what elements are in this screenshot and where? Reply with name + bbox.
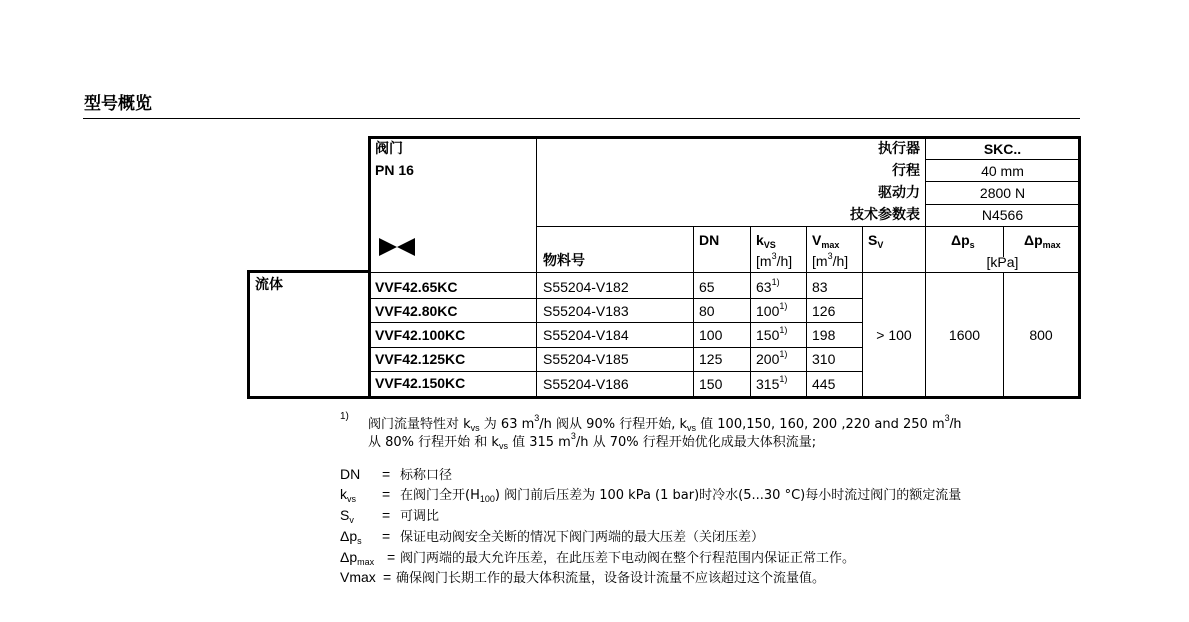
row-part: S55204-V183 — [543, 303, 629, 319]
legend-symbol-dps: $\Delta p_s$ — [340, 528, 362, 546]
force-value: 2800 N — [979, 185, 1026, 201]
row-type: VVF42.125KC — [375, 351, 466, 367]
legend-equals: = — [383, 569, 392, 585]
sv-value: > 100 — [876, 327, 912, 343]
datasheet-value: N4566 — [981, 207, 1024, 223]
legend-equals: = — [382, 486, 391, 502]
sv-header: $S_V$ — [868, 232, 884, 250]
actuator-label: 执行器 — [878, 141, 920, 157]
row-kvs: 100$^{1)}$ — [756, 301, 788, 319]
legend-desc-dn: 标称口径 — [400, 468, 453, 483]
legend-equals: = — [382, 528, 391, 544]
row-vmax: 83 — [812, 279, 828, 295]
legend-equals: = — [387, 549, 396, 565]
dn-header: DN — [699, 232, 720, 248]
row-vmax: 198 — [812, 327, 836, 343]
kvs-header: $k_{VS}$ — [756, 232, 776, 250]
row-dn: 65 — [699, 279, 715, 295]
title-rule — [83, 118, 1080, 119]
legend-equals: = — [382, 466, 391, 482]
legend-symbol-kvs: $k_{vs}$ — [340, 486, 356, 504]
row-vmax: 126 — [812, 303, 836, 319]
legend-symbol-sv: $S_v$ — [340, 507, 354, 525]
table-border-right — [1078, 136, 1081, 399]
row-dn: 100 — [699, 327, 723, 343]
page-title: 型号概览 — [84, 94, 152, 114]
row-dn: 80 — [699, 303, 715, 319]
row-kvs: 63$^{1)}$ — [756, 277, 780, 295]
table-border-valve-left — [368, 136, 371, 399]
legend-desc-vmax: 确保阀门长期工作的最大体积流量，设备设计流量不应该超过这个流量值。 — [396, 571, 826, 586]
valve-label: 阀门 — [375, 141, 403, 157]
dpmax-value: 800 — [1029, 327, 1053, 343]
row-part: S55204-V184 — [543, 327, 629, 343]
datasheet-label: 技术参数表 — [850, 207, 920, 223]
row-part: S55204-V182 — [543, 279, 629, 295]
pressure-label: PN 16 — [375, 162, 414, 178]
dps-value: 1600 — [948, 327, 981, 343]
row-dn: 150 — [699, 376, 723, 392]
table-border-bottom — [247, 396, 1081, 399]
legend-equals: = — [382, 507, 391, 523]
legend-symbol-dpmax: $\Delta p_{max}$ — [340, 549, 375, 567]
medium-label: 流体 — [255, 277, 283, 293]
row-type: VVF42.150KC — [375, 375, 466, 391]
row-vmax: 310 — [812, 351, 836, 367]
footnote-line-2: 从 80% 行程开始 和 $k_{vs}$ 值 315 $m^3/h$ 从 70% 行程开始优化成最大体积流量; — [368, 431, 817, 451]
stroke-value: 40 mm — [981, 163, 1024, 179]
footnote-marker: 1) — [340, 411, 349, 422]
table-border-left — [247, 270, 250, 399]
legend-desc-sv: 可调比 — [400, 509, 440, 524]
dps-header: $\Delta p_s$ — [951, 232, 975, 250]
footnote-line-1: 阀门流量特性对 $k_{vs}$ 为 63 $m^3/h$ 阀从 90% 行程开始, $k_{vs}$ 值 100,150, 160, 200 ,220 and 250 $m^3/h$ — [368, 413, 962, 433]
row-part: S55204-V186 — [543, 376, 629, 392]
row-kvs: 315$^{1)}$ — [756, 374, 788, 392]
legend-symbol-vmax: Vmax — [340, 569, 376, 585]
part-no-label: 物料号 — [543, 253, 585, 269]
row-dn: 125 — [699, 351, 723, 367]
legend-symbol-dn: DN — [340, 466, 361, 482]
dpmax-header: $\Delta p_{max}$ — [1024, 232, 1061, 250]
force-label: 驱动力 — [878, 185, 920, 201]
row-type: VVF42.100KC — [375, 327, 466, 343]
actuator-value: SKC.. — [983, 141, 1022, 157]
row-kvs: 200$^{1)}$ — [756, 349, 788, 367]
vmax-header: $V_{max}$ — [812, 232, 840, 250]
stroke-label: 行程 — [892, 163, 920, 179]
row-kvs: 150$^{1)}$ — [756, 325, 788, 343]
row-part: S55204-V185 — [543, 351, 629, 367]
table-border-top — [368, 136, 1081, 139]
legend-desc-kvs: 在阀门全开$(H_{100})$ 阀门前后压差为 100 kPa (1 bar)时冷水(5...30 °C)每小时流过阀门的额定流量 — [400, 488, 962, 504]
row-type: VVF42.80KC — [375, 303, 458, 319]
kvs-unit: $[m^3/h]$ — [756, 251, 793, 269]
row-type: VVF42.65KC — [375, 279, 458, 295]
kpa-unit: [kPa] — [986, 254, 1019, 270]
legend-desc-dpmax: 阀门两端的最大允许压差，在此压差下电动阀在整个行程范围内保证正常工作。 — [400, 551, 856, 566]
row-vmax: 445 — [812, 376, 836, 392]
legend-desc-dps: 保证电动阀安全关断的情况下阀门两端的最大压差（关闭压差） — [400, 530, 765, 545]
valve-symbol-icon — [379, 238, 415, 256]
table-border-medium-top — [247, 270, 370, 273]
vmax-unit: $[m^3/h]$ — [812, 251, 849, 269]
